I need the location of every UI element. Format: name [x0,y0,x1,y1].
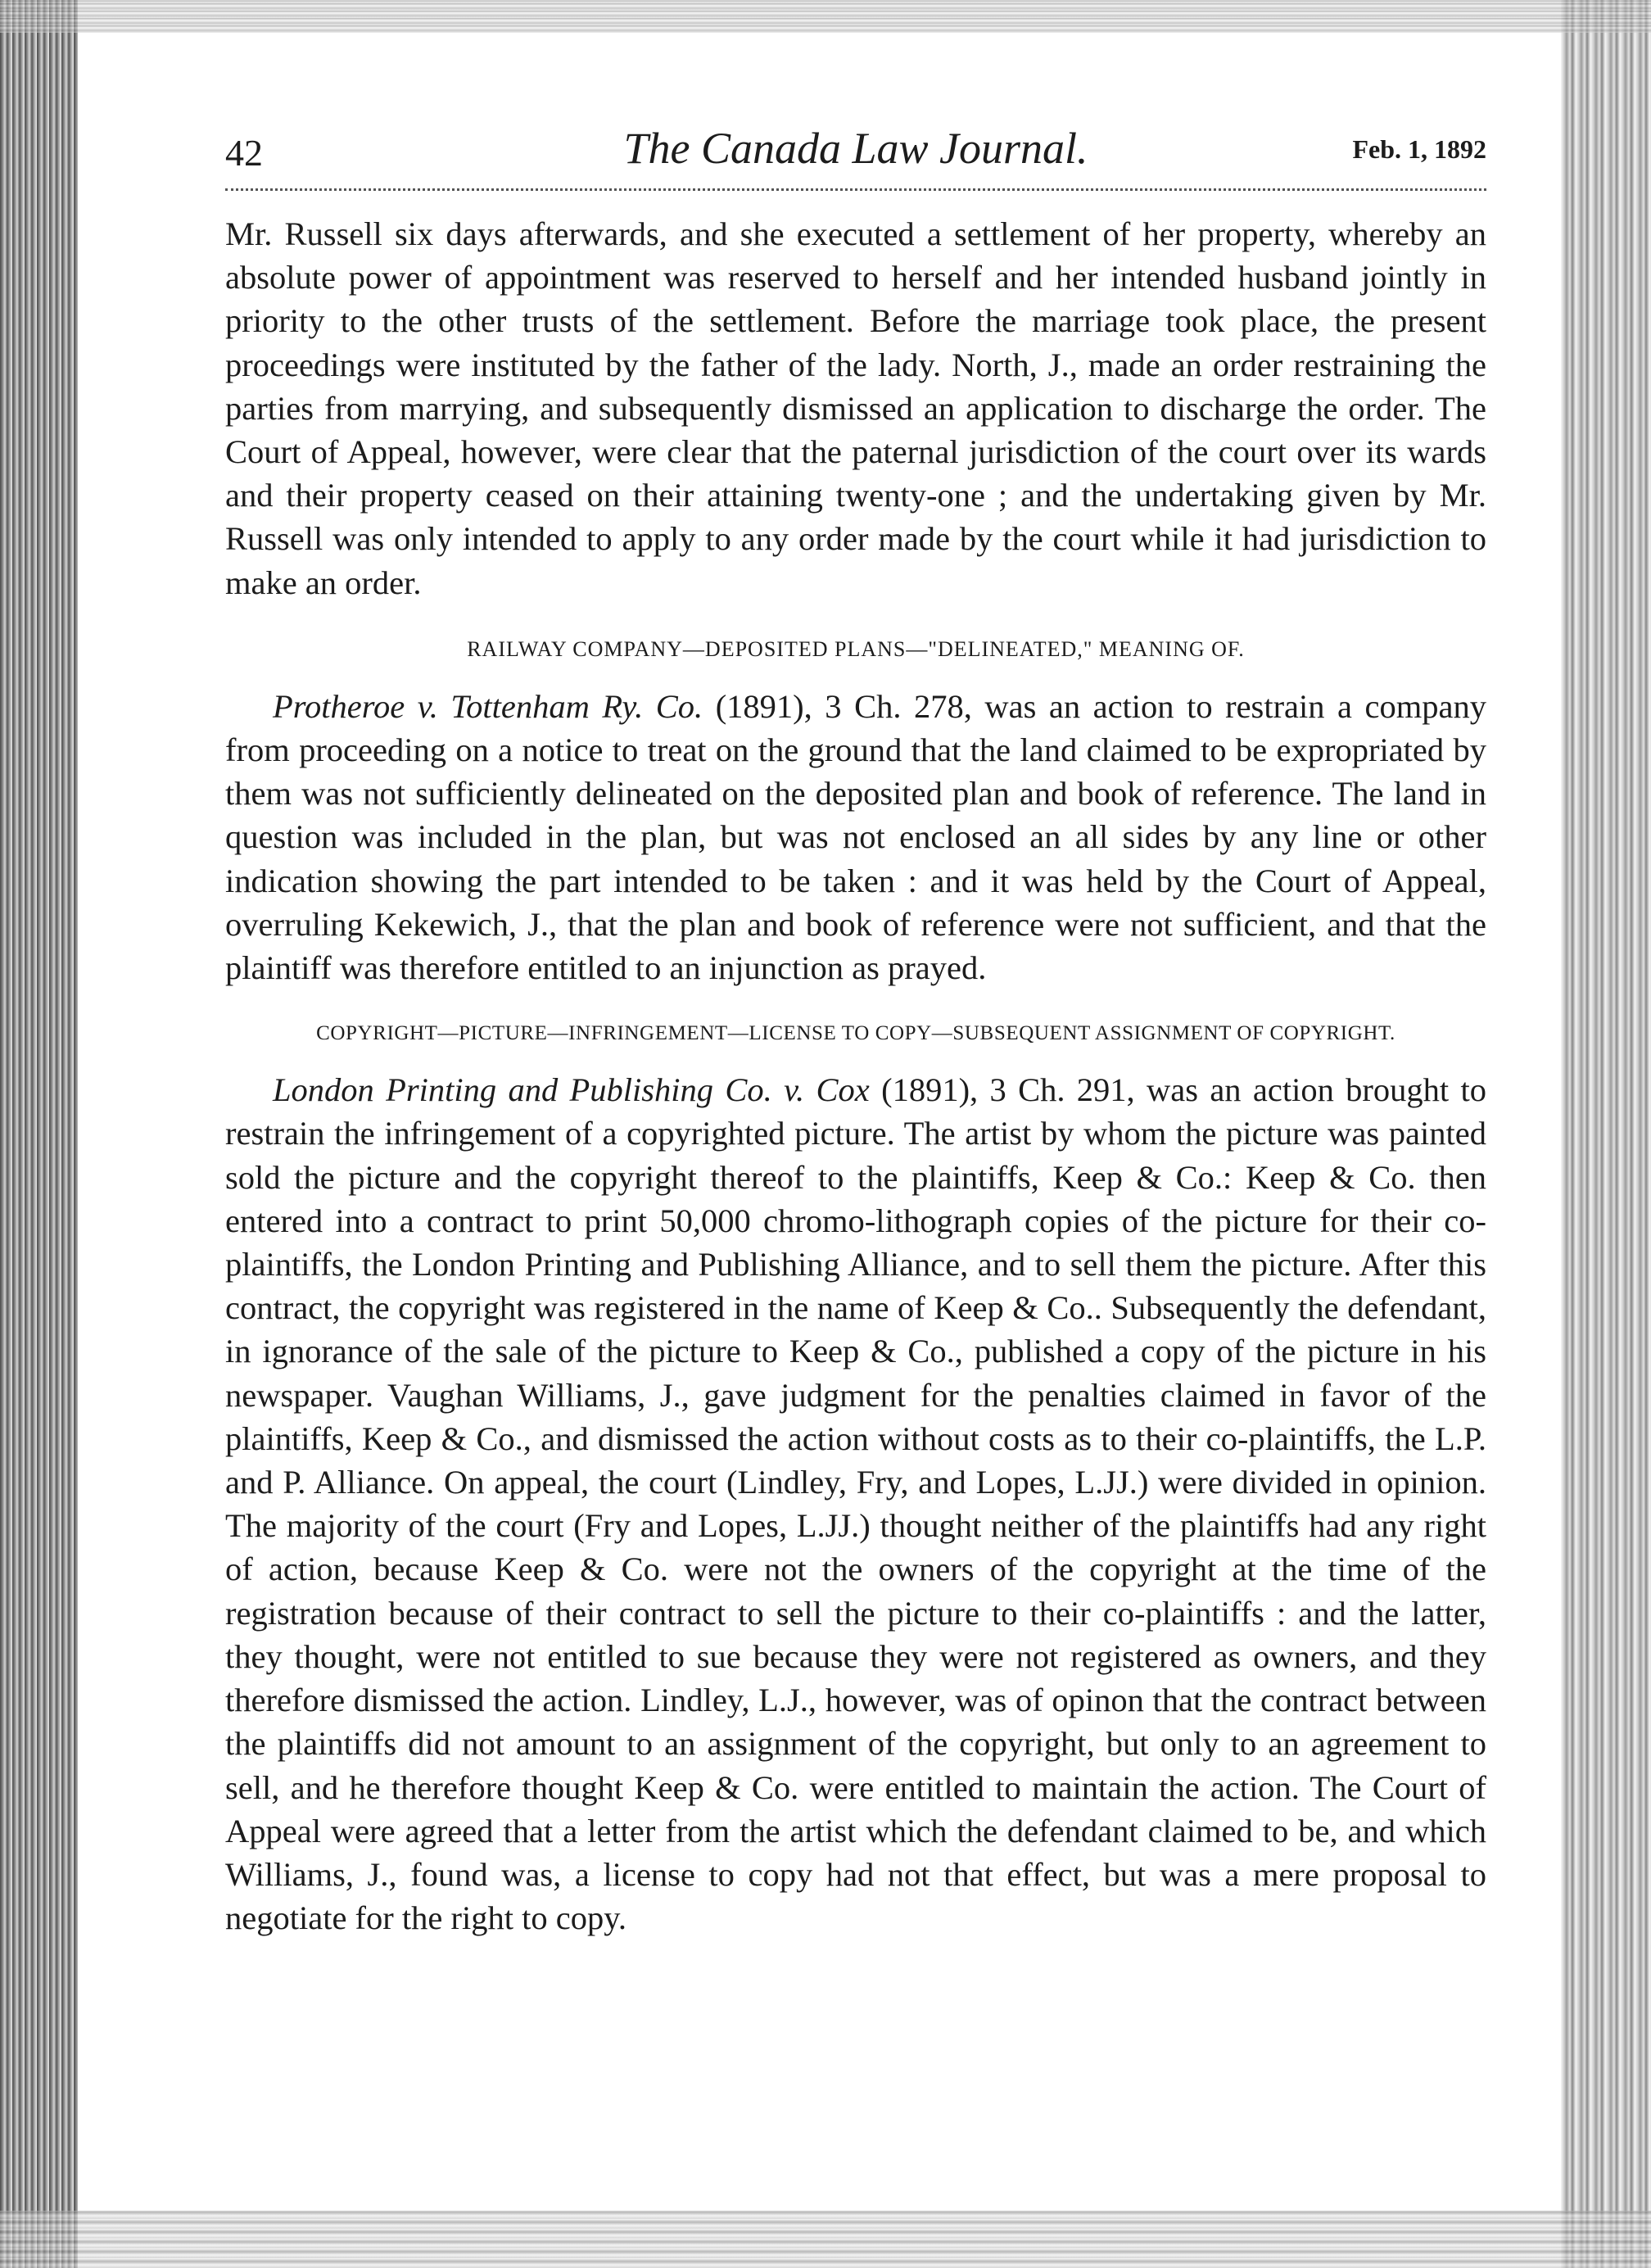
scan-binding-edge [0,0,78,2268]
running-header [225,123,1486,191]
case-name: Protheroe v. Tottenham Ry. Co. [273,687,703,725]
journal-title: The Canada Law Journal. [623,124,1088,173]
journal-page [225,123,1486,1940]
scan-right-edge [1561,0,1651,2268]
page-number: 42 [225,132,263,174]
case-body: (1891), 3 Ch. 278, was an action to restrain a company from proceeding on a notice to treat on the ground that the land claimed to be expropriated by them was not sufficiently delineated on the deposited plan and book of reference. The land in question was included in the plan, but was not enclosed an all sides by any line or other indication showing the part intended to be taken : and it was held by the Court of Appeal, overruling Kekewich, J., that the plan and book of reference were not sufficient, and that the plaintiff was therefore entitled to an injunction as prayed. [225,687,1486,987]
continued-paragraph: Mr. Russell six days afterwards, and she executed a settlement of her property, whereby an absolute power of appointment was reserved to herself and her intended husband jointly in priority to the other trusts of the settlement. Before the marriage took place, the present proceedings were instituted by the father of the lady. North, J., made an order restraining the parties from marrying, and subsequently dismissed an application to discharge the order. The Court of Appeal, however, were clear that the paternal jurisdiction of the court over its wards and their property ceased on their attaining twenty-one ; and the undertaking given by Mr. Russell was only intended to apply to any order made by the court while it had jurisdiction to make an order. [225,215,1486,601]
case-paragraph-protheroe [225,685,1486,989]
case-body: (1891), 3 Ch. 291, was an action brought to restrain the infringement of a copyrighted picture. The artist by whom the picture was painted sold the picture and the copyright thereof to the plaintiffs, Keep & Co.: Keep & Co. then entered into a contract to print 50,000 chromo-lithograph copies of the picture for their co-plaintiffs, the London Printing and Publishing Alliance, and to sell them the picture. After this contract, the copyright was registered in the name of Keep & Co.. Subsequently the defendant, in ignorance of the sale of the picture to Keep & Co., published a copy of the picture in his newspaper. Vaughan Williams, J., gave judgment for the penalties claimed in favor of the plaintiffs, Keep & Co., and dismissed the action without costs as to their co-plaintiffs, the L.P. and P. Alliance. On appeal, the court (Lindley, Fry, and Lopes, L.JJ.) were divided in opinion. The majority of the court (Fry and Lopes, L.JJ.) thought neither of the plaintiffs had any right of action, because Keep & Co. were not the owners of the copyright at the time of the registration because of their contract to sell the picture to their co-plaintiffs : and the latter, they thought, were not entitled to sue because they were not registered as owners, and they therefore dismissed the action. Lindley, L.J., however, was of opinon that the contract between the plaintiffs did not amount to an assignment of the copyright, but only to an agreement to sell, and he therefore thought Keep & Co. were entitled to maintain the action. The Court of Appeal were agreed that a letter from the artist which the defendant claimed to be, and which Williams, J., found was, a license to copy had not that effect, but was a mere proposal to negotiate for the right to copy. [225,1071,1486,1937]
issue-date: Feb. 1, 1892 [1352,134,1486,164]
section-heading-railway: RAILWAY COMPANY—DEPOSITED PLANS—"DELINEATED," MEANING OF. [467,636,1245,661]
case-name: London Printing and Publishing Co. v. Cox [273,1071,870,1109]
section-heading-copyright: COPYRIGHT—PICTURE—INFRINGEMENT—LICENSE TO COPY—SUBSEQUENT ASSIGNMENT OF COPYRIGHT. [316,1022,1395,1045]
scan-top-edge [0,0,1651,33]
scan-bottom-edge [0,2211,1651,2268]
case-paragraph-london-printing [225,1068,1486,1940]
